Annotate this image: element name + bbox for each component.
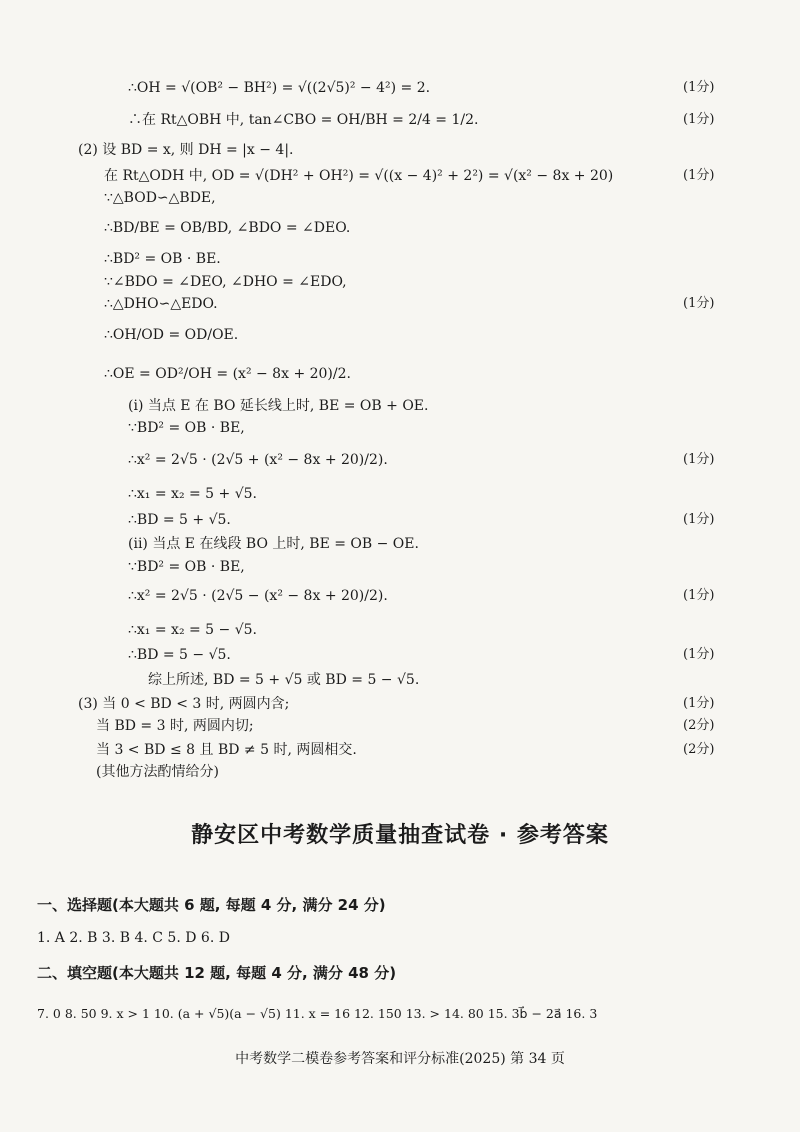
solution-line-15: ∴x₁ = x₂ = 5 + √5.: [128, 486, 258, 502]
solution-line-5: ∵△BOD∽△BDE,: [104, 190, 216, 206]
solution-line-17: (ii) 当点 E 在线段 BO 上时, BE = OB − OE.: [128, 536, 419, 552]
answer-key-heading: 静安区中考数学质量抽查试卷 · 参考答案: [191, 823, 609, 848]
solution-line-16: ∴BD = 5 + √5.: [128, 512, 231, 528]
score-mark: (1分): [683, 296, 715, 311]
solution-line-2: ∴在 Rt△OBH 中, tan∠CBO = OH/BH = 2/4 = 1/2.: [128, 112, 479, 128]
solution-line-3: (2) 设 BD = x, 则 DH = |x − 4|.: [78, 142, 294, 158]
solution-line-18: ∵BD² = OB · BE,: [128, 559, 245, 575]
score-mark: (1分): [683, 696, 715, 711]
score-mark: (1分): [683, 647, 715, 662]
multiple-choice-answers: 1. A 2. B 3. B 4. C 5. D 6. D: [37, 930, 230, 946]
solution-line-23: (3) 当 0 < BD < 3 时, 两圆内含;: [78, 696, 290, 712]
solution-line-14: ∴x² = 2√5 · (2√5 + (x² − 8x + 20)/2).: [128, 452, 388, 468]
score-mark: (1分): [683, 452, 715, 467]
score-mark: (2分): [683, 742, 715, 757]
solution-line-24: 当 BD = 3 时, 两圆内切;: [96, 718, 254, 734]
solution-line-1: ∴OH = √(OB² − BH²) = √((2√5)² − 4²) = 2.: [128, 80, 431, 96]
section-multiple-choice-title: 一、选择题(本大题共 6 题, 每题 4 分, 满分 24 分): [37, 896, 386, 914]
solution-line-12: (i) 当点 E 在 BO 延长线上时, BE = OB + OE.: [128, 398, 429, 414]
solution-line-6: ∴BD/BE = OB/BD, ∠BDO = ∠DEO.: [104, 220, 351, 236]
score-mark: (1分): [683, 80, 715, 95]
score-mark: (1分): [683, 168, 715, 183]
solution-line-13: ∵BD² = OB · BE,: [128, 420, 245, 436]
solution-line-22: 综上所述, BD = 5 + √5 或 BD = 5 − √5.: [148, 672, 420, 688]
page-footer: 中考数学二模卷参考答案和评分标准(2025) 第 34 页: [235, 1051, 565, 1067]
score-mark: (1分): [683, 112, 715, 127]
solution-line-7: ∴BD² = OB · BE.: [104, 251, 221, 267]
solution-line-10: ∴OH/OD = OD/OE.: [104, 327, 239, 343]
solution-line-26: (其他方法酌情给分): [96, 764, 219, 780]
score-mark: (1分): [683, 512, 715, 527]
fill-blank-answers: 7. 0 8. 50 9. x > 1 10. (a + √5)(a − √5) 11. x = 16 12. 150 13. > 14. 80 15. 3b⃗ − 2a⃗ 16. 3: [37, 1006, 598, 1021]
section-fill-blank-title: 二、填空题(本大题共 12 题, 每题 4 分, 满分 48 分): [37, 964, 397, 982]
solution-line-9: ∴△DHO∽△EDO.: [104, 296, 218, 312]
solution-line-25: 当 3 < BD ≤ 8 且 BD ≠ 5 时, 两圆相交.: [96, 742, 357, 758]
solution-line-21: ∴BD = 5 − √5.: [128, 647, 231, 663]
solution-line-8: ∵∠BDO = ∠DEO, ∠DHO = ∠EDO,: [104, 274, 347, 290]
solution-line-11: ∴OE = OD²/OH = (x² − 8x + 20)/2.: [104, 366, 351, 382]
score-mark: (1分): [683, 588, 715, 603]
solution-line-4: 在 Rt△ODH 中, OD = √(DH² + OH²) = √((x − 4)² + 2²) = √(x² − 8x + 20): [104, 168, 614, 184]
solution-line-19: ∴x² = 2√5 · (2√5 − (x² − 8x + 20)/2).: [128, 588, 388, 604]
solution-line-20: ∴x₁ = x₂ = 5 − √5.: [128, 622, 258, 638]
score-mark: (2分): [683, 718, 715, 733]
